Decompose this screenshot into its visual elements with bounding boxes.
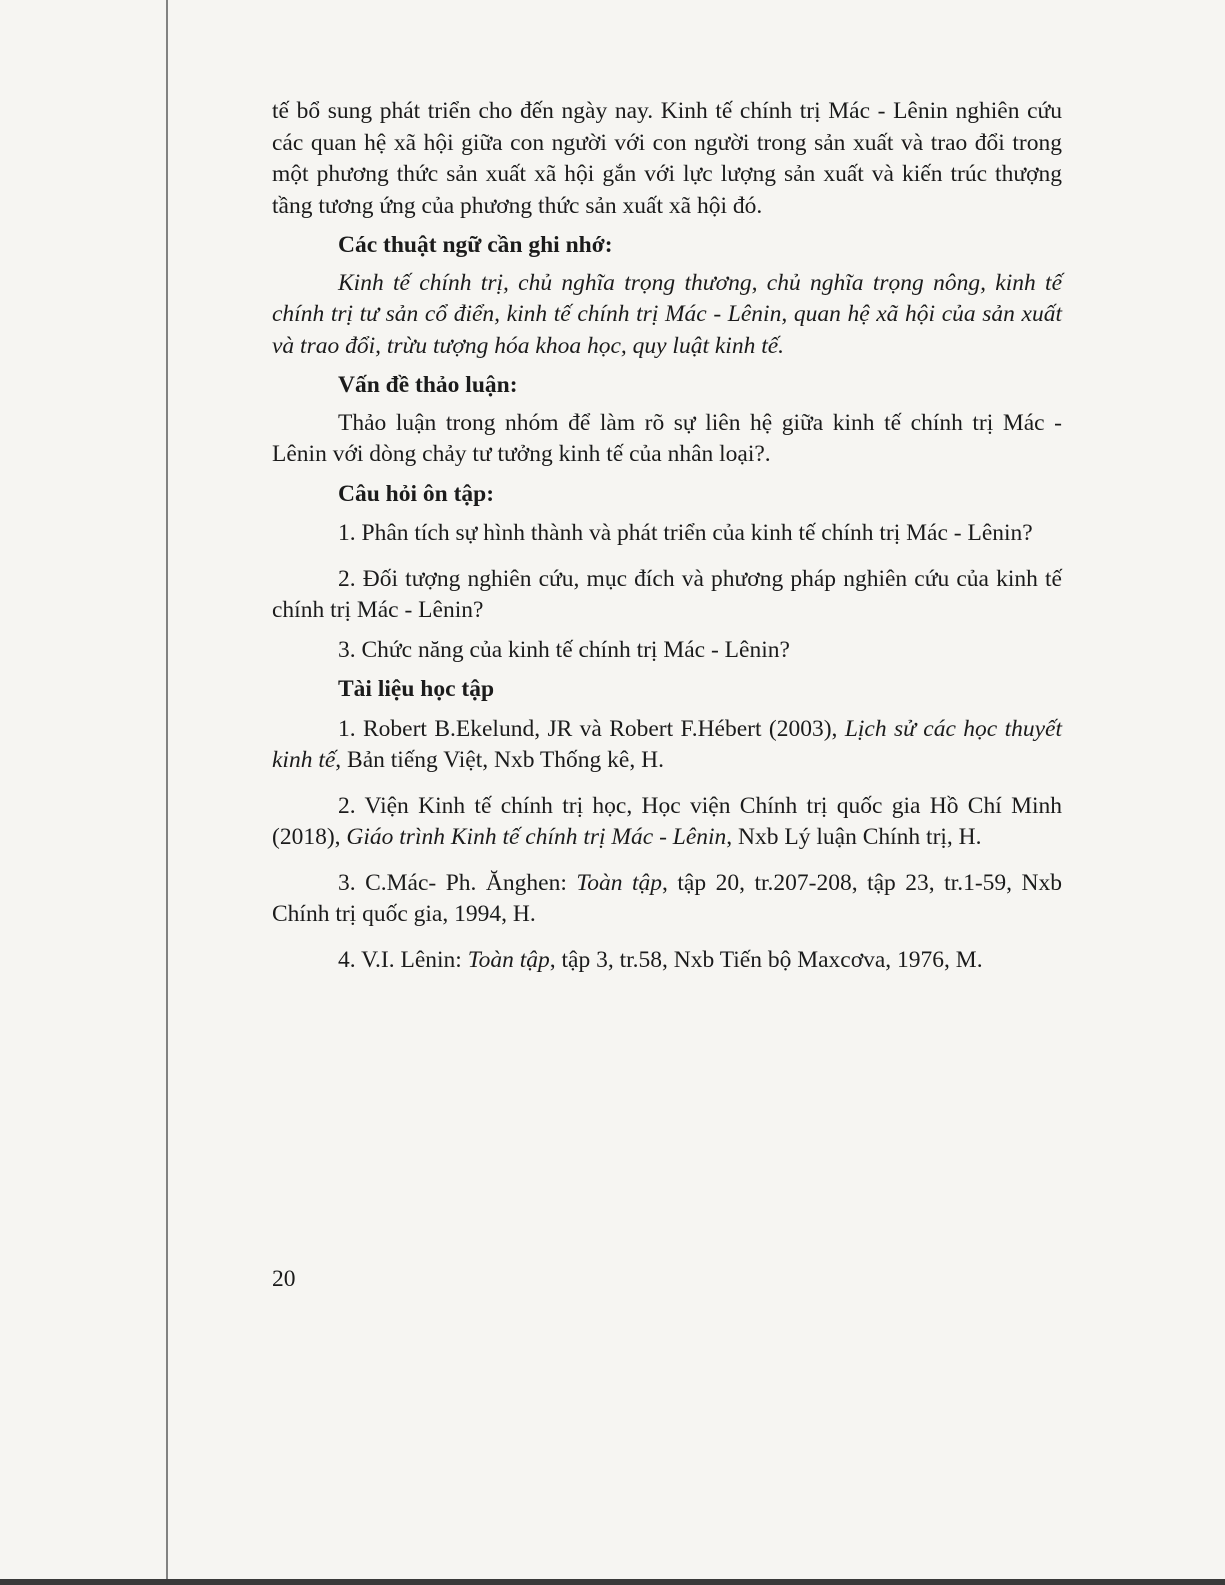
review-question-1: 1. Phân tích sự hình thành và phát triển của kinh tế chính trị Mác - Lênin?	[338, 520, 1033, 546]
reference-item-2	[272, 791, 1062, 854]
review-question-2: 2. Đối tượng nghiên cứu, mục đích và phương pháp nghiên cứu của kinh tế chính trị Mác - Lênin?	[272, 565, 1062, 623]
discussion-heading: Vấn đề thảo luận:	[338, 372, 518, 398]
page-number: 20	[272, 1266, 296, 1292]
reference-item-2-title: Giáo trình Kinh tế chính trị Mác - Lênin	[346, 824, 727, 850]
reference-item-1	[272, 714, 1062, 777]
reference-item-4-title: Toàn tập	[467, 946, 550, 973]
reference-item-1-title: Lịch sử các học thuyết kinh tế	[272, 715, 1063, 773]
page-content	[272, 96, 1062, 976]
reference-item-2-suffix: , Nxb Lý luận Chính trị, H.	[726, 824, 982, 850]
reference-item-1-suffix: , Bản tiếng Việt, Nxb Thống kê, H.	[335, 747, 664, 773]
references-heading: Tài liệu học tập	[338, 676, 495, 702]
reference-item-1-prefix: 1. Robert B.Ekelund, JR và Robert F.Hébert (2003),	[338, 715, 845, 742]
intro-paragraph: tế bổ sung phát triển cho đến ngày nay. Kinh tế chính trị Mác - Lênin nghiên cứu các quan hệ xã hội giữa con người với con người trong sản xuất và trao đổi trong một phương thức sản xuất xã hội gắn với lực lượng sản xuất và kiến trúc thượng tầng tương ứng của phương thức sản xuất xã hội đó.	[272, 98, 1062, 219]
scan-page-edge	[166, 0, 168, 1585]
terms-text: Kinh tế chính trị, chủ nghĩa trọng thương, chủ nghĩa trọng nông, kinh tế chính trị tư sản cổ điển, kinh tế chính trị Mác - Lênin, quan hệ xã hội của sản xuất và trao đổi, trừu tượng hóa khoa học, quy luật kinh tế.	[272, 269, 1062, 359]
reference-item-2-prefix: 2. Viện Kinh tế chính trị học, Học viện Chính trị quốc gia Hồ Chí Minh (2018),	[272, 792, 1062, 850]
review-question-3: 3. Chức năng của kinh tế chính trị Mác - Lênin?	[338, 636, 790, 663]
discussion-text: Thảo luận trong nhóm để làm rõ sự liên hệ giữa kinh tế chính trị Mác - Lênin với dòng chảy tư tưởng kinh tế của nhân loại?.	[272, 409, 1062, 467]
reference-item-4-prefix: 4. V.I. Lênin:	[338, 946, 468, 973]
review-heading: Câu hỏi ôn tập:	[338, 480, 495, 507]
reference-item-3-prefix: 3. C.Mác- Ph. Ănghen:	[338, 869, 577, 896]
reference-item-3-suffix: , tập 20, tr.207-208, tập 23, tr.1-59, Nxb Chính trị quốc gia, 1994, H.	[272, 869, 1062, 927]
reference-item-4	[272, 945, 1062, 977]
reference-item-3-title: Toàn tập	[576, 869, 663, 896]
terms-heading: Các thuật ngữ cần ghi nhớ:	[338, 232, 613, 258]
reference-item-3	[272, 868, 1062, 931]
reference-item-4-suffix: , tập 3, tr.58, Nxb Tiến bộ Maxcơva, 1976, M.	[549, 946, 983, 973]
scan-bottom-edge	[0, 1579, 1225, 1585]
